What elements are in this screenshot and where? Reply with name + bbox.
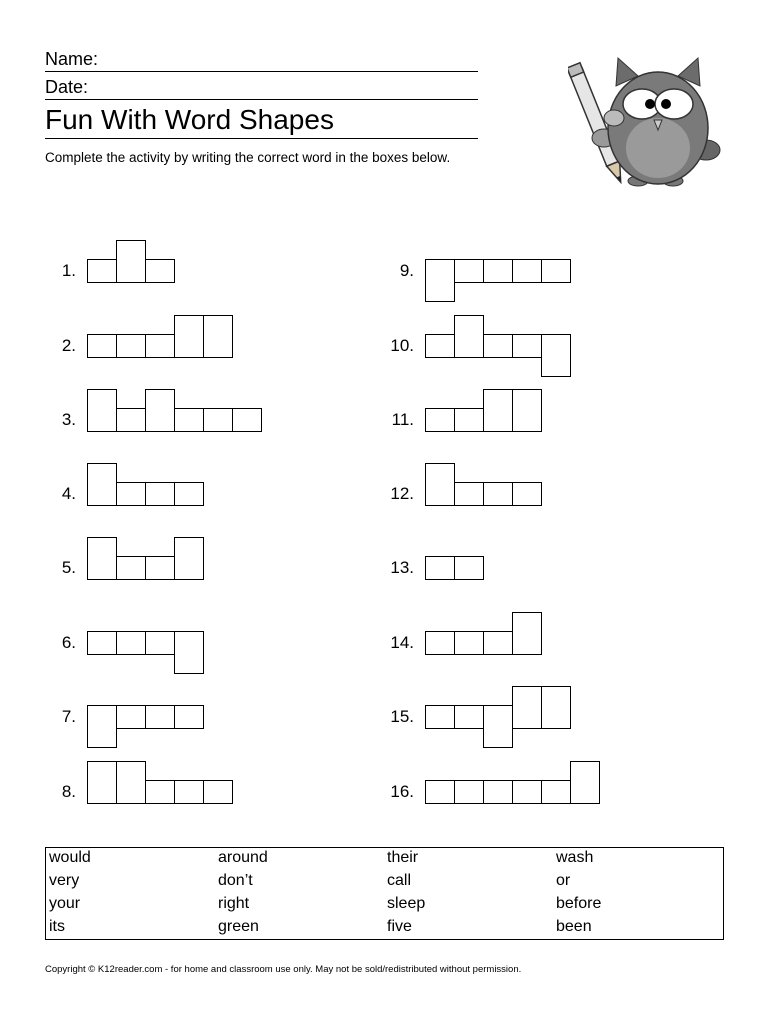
date-line[interactable]: [45, 99, 478, 100]
letter-box-tall[interactable]: [570, 761, 600, 804]
letter-box[interactable]: [203, 780, 233, 804]
word-bank-item: very: [49, 872, 80, 889]
word-bank-item: wash: [556, 849, 594, 866]
letter-box[interactable]: [87, 259, 117, 283]
question-number: 8.: [61, 782, 76, 801]
word-bank-item: would: [49, 849, 91, 866]
question-number: 2.: [61, 336, 76, 355]
letter-box[interactable]: [454, 482, 484, 506]
name-line[interactable]: [45, 71, 478, 72]
letter-box-tall[interactable]: [116, 761, 146, 804]
letter-box[interactable]: [116, 556, 146, 580]
letter-box[interactable]: [454, 556, 484, 580]
letter-box-tall[interactable]: [512, 686, 542, 729]
letter-box[interactable]: [454, 780, 484, 804]
question-number: 13.: [390, 558, 414, 577]
letter-box[interactable]: [87, 631, 117, 655]
word-bank-item: before: [556, 895, 602, 912]
letter-box[interactable]: [145, 482, 175, 506]
date-label: Date:: [45, 77, 89, 97]
letter-box[interactable]: [454, 259, 484, 283]
question-number: 16.: [390, 782, 414, 801]
letter-box-tall[interactable]: [512, 389, 542, 432]
letter-box-descender[interactable]: [483, 705, 513, 748]
letter-box-tall[interactable]: [87, 389, 117, 432]
letter-box-tall[interactable]: [541, 686, 571, 729]
letter-box-tall[interactable]: [87, 463, 117, 506]
question-number: 11.: [391, 410, 414, 429]
letter-box[interactable]: [483, 482, 513, 506]
word-bank-item: or: [556, 872, 571, 889]
letter-box[interactable]: [87, 334, 117, 358]
letter-box-tall[interactable]: [483, 389, 513, 432]
letter-box[interactable]: [425, 408, 455, 432]
letter-box[interactable]: [116, 482, 146, 506]
letter-box-tall[interactable]: [174, 537, 204, 580]
copyright-footer: Copyright © K12reader.com - for home and classroom use only. May not be sold/redistributed without permission.: [45, 964, 522, 975]
question-number: 3.: [61, 410, 76, 429]
letter-box[interactable]: [425, 780, 455, 804]
word-bank-item: their: [387, 849, 419, 866]
letter-box[interactable]: [454, 408, 484, 432]
question-number: 15.: [390, 707, 414, 726]
letter-box-descender[interactable]: [425, 259, 455, 302]
letter-box[interactable]: [483, 334, 513, 358]
page-title: Fun With Word Shapes: [45, 104, 334, 135]
word-bank-item: around: [218, 849, 268, 866]
letter-box[interactable]: [203, 408, 233, 432]
question-number: 1.: [61, 261, 76, 280]
name-label: Name:: [45, 49, 99, 69]
letter-box[interactable]: [174, 482, 204, 506]
letter-box[interactable]: [174, 408, 204, 432]
letter-box[interactable]: [512, 482, 542, 506]
letter-box-tall[interactable]: [454, 315, 484, 358]
letter-box[interactable]: [116, 334, 146, 358]
letter-box[interactable]: [425, 556, 455, 580]
letter-box[interactable]: [425, 705, 455, 729]
word-bank-item: right: [218, 895, 250, 912]
letter-box[interactable]: [174, 705, 204, 729]
question-number: 4.: [61, 484, 76, 503]
word-bank-item: its: [49, 918, 65, 935]
letter-box[interactable]: [483, 780, 513, 804]
letter-box-tall[interactable]: [87, 761, 117, 804]
letter-box[interactable]: [232, 408, 262, 432]
instructions-text: Complete the activity by writing the correct word in the boxes below.: [45, 150, 451, 165]
word-bank-item: call: [387, 872, 412, 889]
word-bank-item: been: [556, 918, 592, 935]
letter-box[interactable]: [425, 631, 455, 655]
word-bank-item: don’t: [218, 872, 253, 889]
letter-box[interactable]: [541, 780, 571, 804]
letter-box[interactable]: [512, 780, 542, 804]
letter-box[interactable]: [116, 408, 146, 432]
question-number: 14.: [390, 633, 414, 652]
title-underline: [45, 138, 478, 139]
letter-box[interactable]: [145, 556, 175, 580]
question-number: 10.: [390, 336, 414, 355]
letter-box[interactable]: [512, 259, 542, 283]
letter-box-descender[interactable]: [541, 334, 571, 377]
letter-box[interactable]: [541, 259, 571, 283]
letter-box-tall[interactable]: [87, 537, 117, 580]
word-bank-item: your: [49, 895, 81, 912]
letter-box[interactable]: [116, 631, 146, 655]
letter-box-tall[interactable]: [203, 315, 233, 358]
letter-box[interactable]: [145, 334, 175, 358]
letter-box-tall[interactable]: [425, 463, 455, 506]
word-bank-item: sleep: [387, 895, 426, 912]
question-number: 7.: [61, 707, 76, 726]
letter-box[interactable]: [454, 705, 484, 729]
question-number: 9.: [399, 261, 414, 280]
letter-box-tall[interactable]: [174, 315, 204, 358]
question-number: 6.: [61, 633, 76, 652]
question-number: 12.: [390, 484, 414, 503]
letter-box[interactable]: [483, 631, 513, 655]
letter-box[interactable]: [145, 631, 175, 655]
word-bank-item: five: [387, 918, 412, 935]
letter-box[interactable]: [425, 334, 455, 358]
letter-box[interactable]: [116, 705, 146, 729]
word-bank: [45, 847, 724, 940]
word-bank-item: green: [218, 918, 259, 935]
owl-with-pencil-icon: [568, 38, 728, 198]
letter-box[interactable]: [512, 334, 542, 358]
letter-box-tall[interactable]: [145, 389, 175, 432]
letter-box-descender[interactable]: [87, 705, 117, 748]
letter-box[interactable]: [145, 259, 175, 283]
letter-box[interactable]: [145, 705, 175, 729]
letter-box-tall[interactable]: [116, 240, 146, 283]
letter-box[interactable]: [174, 780, 204, 804]
letter-box-descender[interactable]: [174, 631, 204, 674]
letter-box[interactable]: [454, 631, 484, 655]
question-number: 5.: [61, 558, 76, 577]
letter-box[interactable]: [483, 259, 513, 283]
letter-box-tall[interactable]: [512, 612, 542, 655]
letter-box[interactable]: [145, 780, 175, 804]
